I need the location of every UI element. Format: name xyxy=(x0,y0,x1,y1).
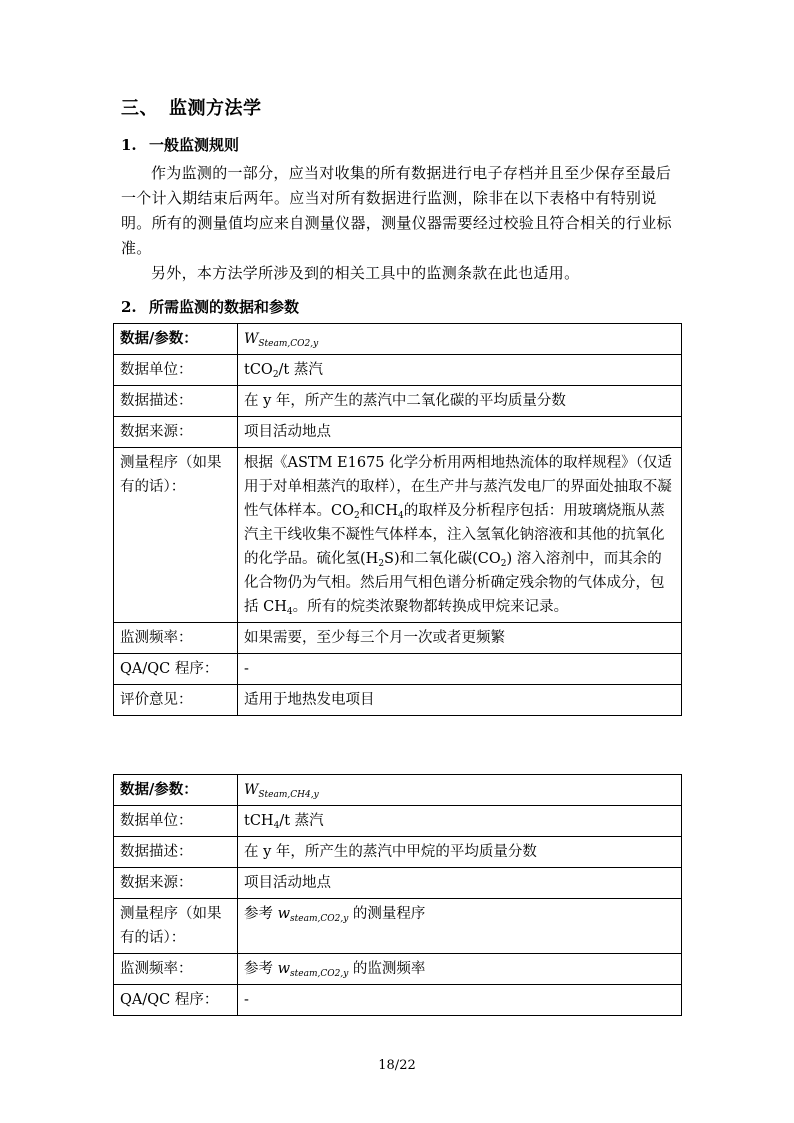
row-label: 测量程序（如果有的话）： xyxy=(114,448,238,623)
row-label: QA/QC 程序： xyxy=(114,985,238,1016)
table-row xyxy=(114,623,682,654)
row-label: 数据来源： xyxy=(114,868,238,899)
row-value: 参考 $w_{steam,CO2,y}$ 的测量程序 xyxy=(238,899,682,954)
table-row xyxy=(114,386,682,417)
table-row xyxy=(114,775,682,806)
row-label: 数据单位： xyxy=(114,355,238,386)
section-number: 三、 xyxy=(121,98,158,119)
parameter-symbol: $W_{Steam,CH4,y}$ xyxy=(238,775,682,806)
paragraph-tools-applicable: 另外，本方法学所涉及到的相关工具中的监测条款在此也适用。 xyxy=(151,264,580,282)
subsection-heading-2 xyxy=(121,296,299,317)
subsection-heading-1 xyxy=(121,134,239,155)
row-label: 数据描述： xyxy=(114,837,238,868)
row-value: 项目活动地点 xyxy=(238,417,682,448)
row-value: 项目活动地点 xyxy=(238,868,682,899)
row-label: 测量程序（如果有的话）： xyxy=(114,899,238,954)
subsection-title: 一般监测规则 xyxy=(149,136,240,154)
unit-value: tCO$_2$/t 蒸汽 xyxy=(238,355,682,386)
row-label: 数据单位： xyxy=(114,806,238,837)
row-value: 参考 $w_{steam,CO2,y}$ 的监测频率 xyxy=(238,954,682,985)
table-row xyxy=(114,985,682,1016)
unit-value: tCH$_4$/t 蒸汽 xyxy=(238,806,682,837)
row-value: 在 y 年，所产生的蒸汽中二氧化碳的平均质量分数 xyxy=(238,386,682,417)
subsection-title: 所需监测的数据和参数 xyxy=(149,298,300,316)
row-value: 适用于地热发电项目 xyxy=(238,685,682,716)
row-label: 数据/参数： xyxy=(114,775,238,806)
table-row xyxy=(114,355,682,386)
parameter-symbol: $W_{Steam,CO2,y}$ xyxy=(238,324,682,355)
row-value: - xyxy=(238,654,682,685)
paragraph-monitoring-rules: 作为监测的一部分，应当对收集的所有数据进行电子存档并且至少保存至最后一个计入期结束后两年。应当对所有数据进行监测，除非在以下表格中有特别说明。所有的测量值均应来自测量仪器，测量仪器需要经过校验且符合相关的行业标准。 xyxy=(121,164,672,257)
section-title: 监测方法学 xyxy=(169,98,262,119)
table-row xyxy=(114,685,682,716)
row-label: 评价意见： xyxy=(114,685,238,716)
row-value: 在 y 年，所产生的蒸汽中甲烷的平均质量分数 xyxy=(238,837,682,868)
parameter-table-co2 xyxy=(113,323,682,716)
table-row xyxy=(114,417,682,448)
table-row xyxy=(114,806,682,837)
row-label: 监测频率： xyxy=(114,954,238,985)
parameter-table-ch4 xyxy=(113,774,682,1016)
table-row xyxy=(114,448,682,623)
subsection-number: 2. xyxy=(121,298,137,316)
table-row xyxy=(114,654,682,685)
row-label: QA/QC 程序： xyxy=(114,654,238,685)
row-label: 数据描述： xyxy=(114,386,238,417)
row-label: 监测频率： xyxy=(114,623,238,654)
table-row xyxy=(114,899,682,954)
row-label: 数据来源： xyxy=(114,417,238,448)
table-row xyxy=(114,324,682,355)
table-row xyxy=(114,868,682,899)
measurement-procedure: 根据《ASTM E1675 化学分析用两相地热流体的取样规程》（仅适用于对单相蒸汽的取样），在生产井与蒸汽发电厂的界面处抽取不凝性气体样本。$CO_2$和$CH_4$的取样及分析程序包括：用玻璃烧瓶从蒸汽主干线收集不凝性气体样本，注入氢氧化钠溶液和其他的抗氧化的化学品。硫化氢$(H_2S)$和二氧化碳$(CO_2)$ 溶入溶剂中，而其余的化合物仍为气相。然后用气相色谱分析确定残余物的气体成分，包括 $CH_4$。所有的烷类浓聚物都转换成甲烷来记录。 xyxy=(238,448,682,623)
table-row xyxy=(114,954,682,985)
row-value: 如果需要，至少每三个月一次或者更频繁 xyxy=(238,623,682,654)
table-row xyxy=(114,837,682,868)
subsection-number: 1. xyxy=(121,136,137,154)
row-label: 数据/参数： xyxy=(114,324,238,355)
row-value: - xyxy=(238,985,682,1016)
section-heading xyxy=(121,94,262,120)
page-number: 18/22 xyxy=(378,1058,416,1073)
